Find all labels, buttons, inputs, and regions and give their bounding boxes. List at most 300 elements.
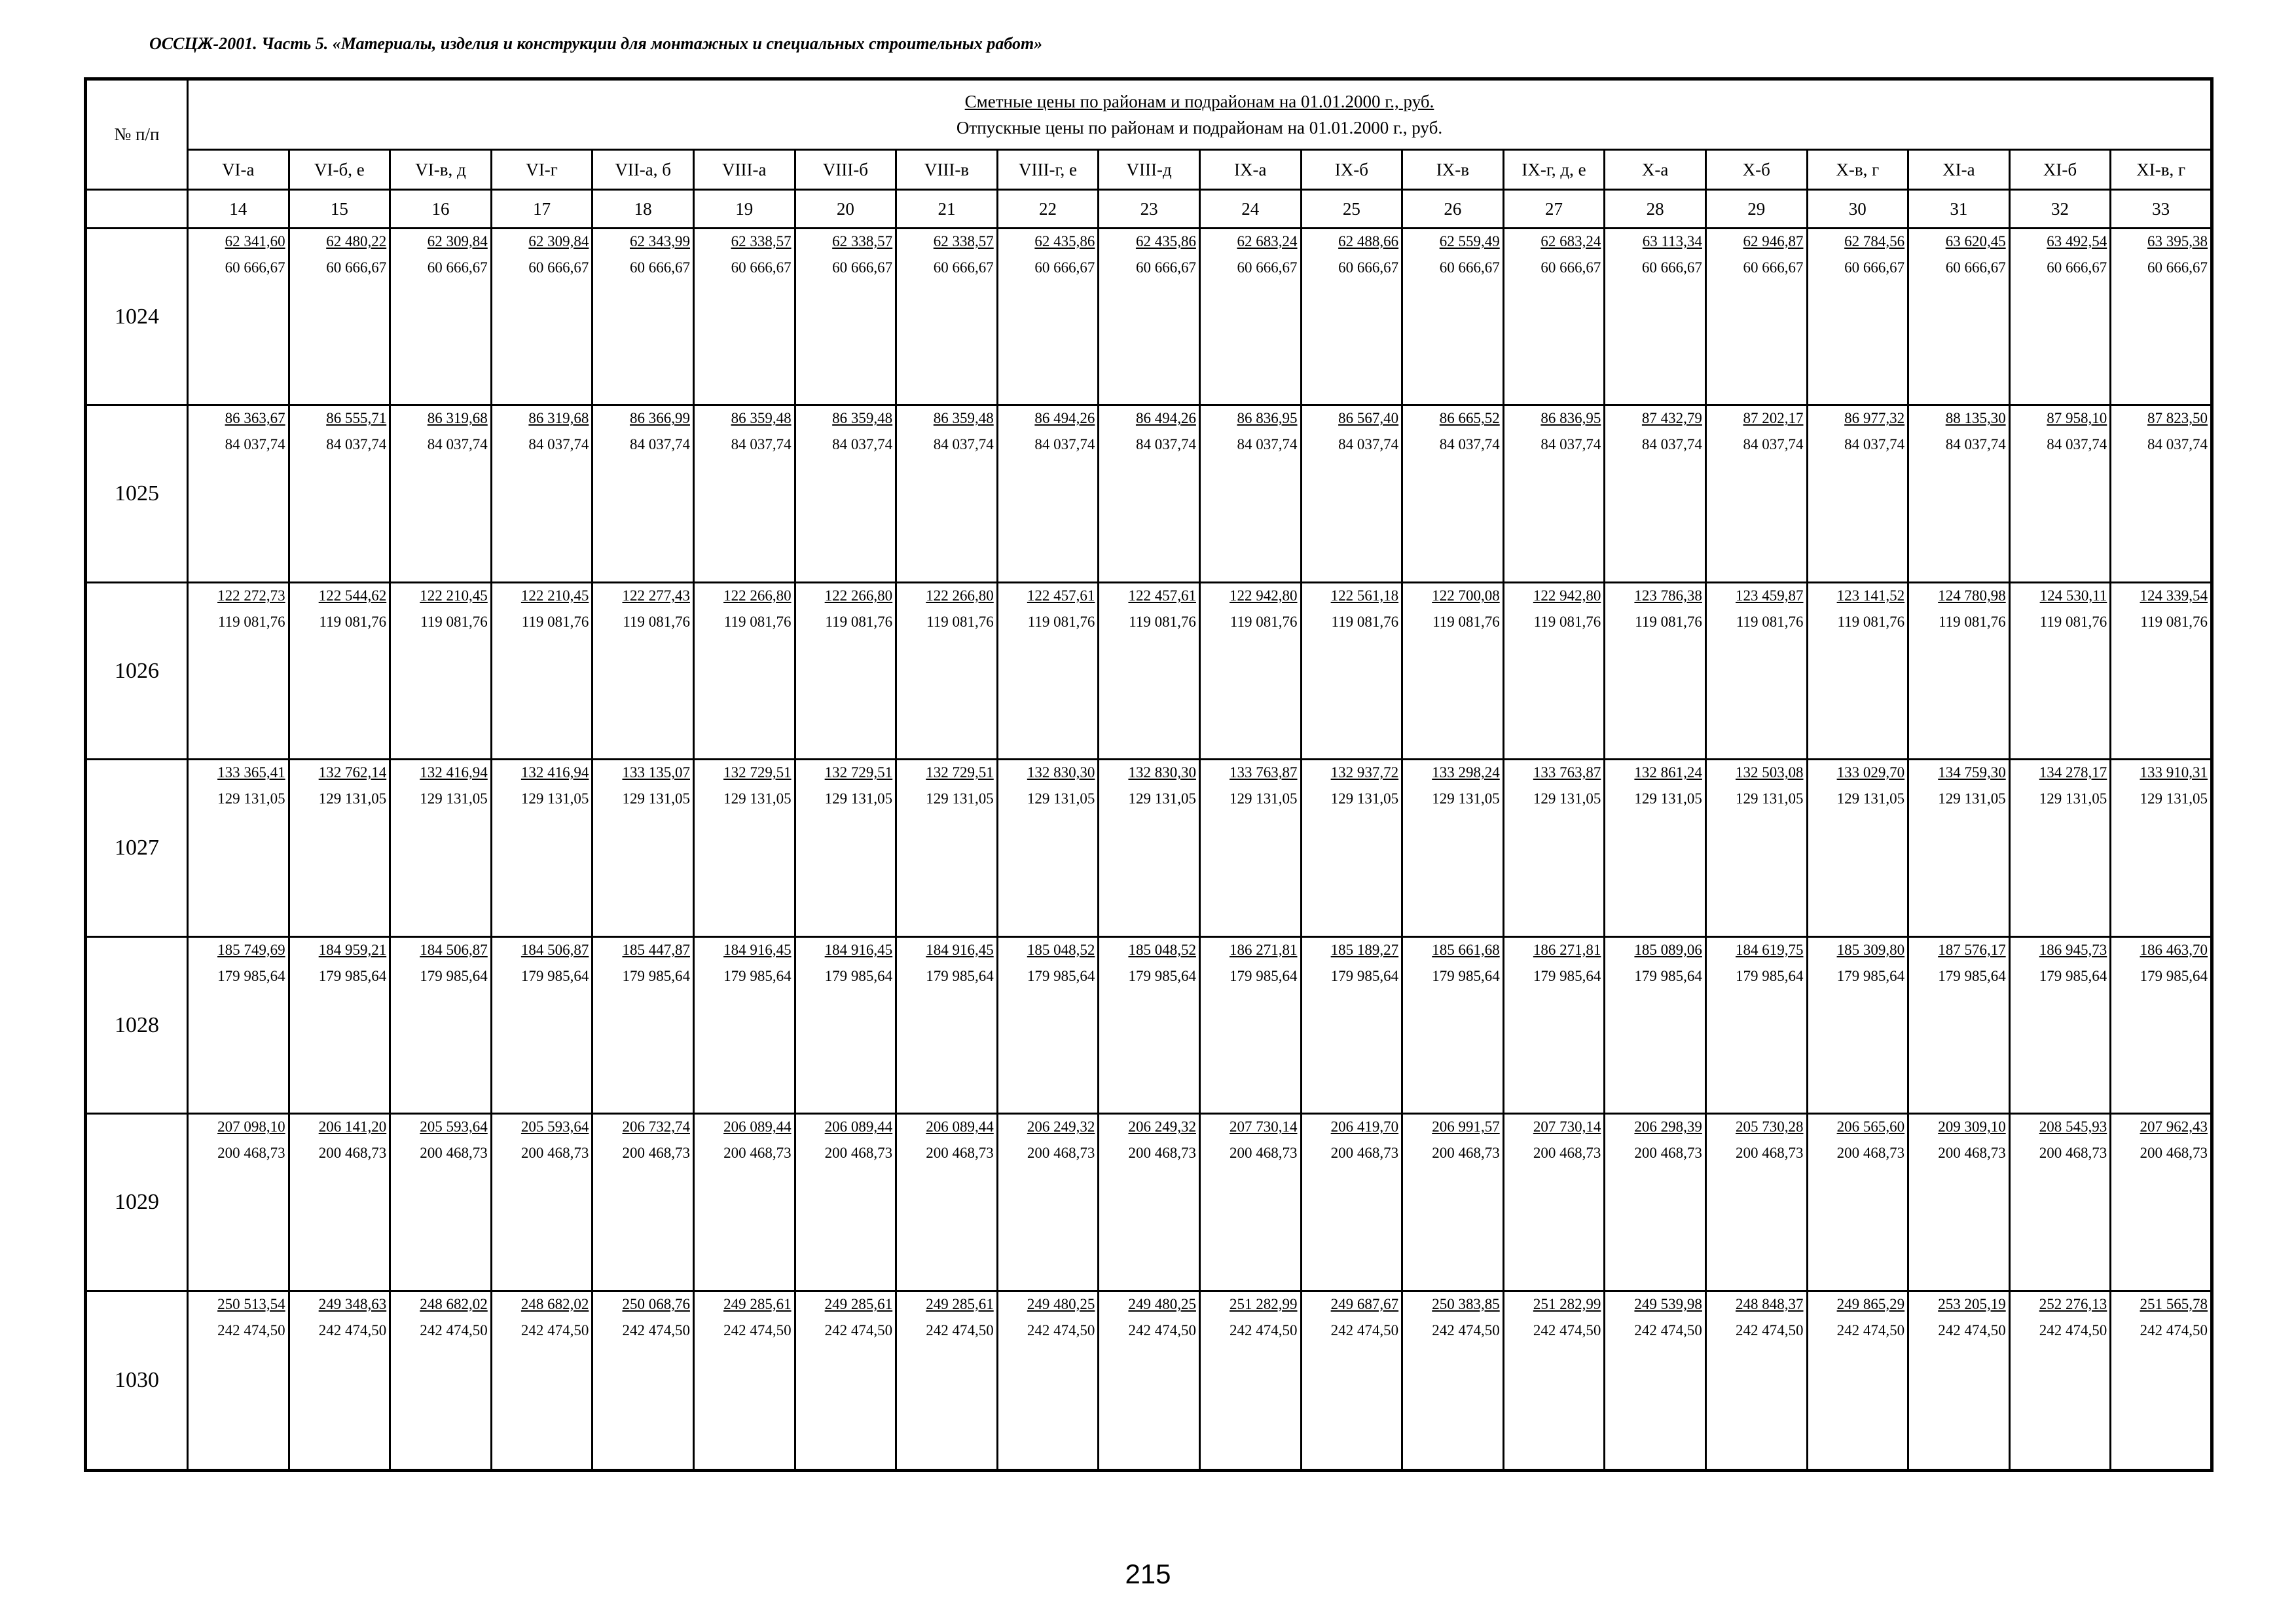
row-number: 1024	[86, 229, 188, 405]
wholesale-price: 84 037,74	[1237, 436, 1298, 453]
price-cell	[390, 936, 492, 1113]
wholesale-price: 129 131,05	[520, 790, 589, 807]
wholesale-price: 242 474,50	[1230, 1321, 1298, 1338]
column-number: 33	[2111, 190, 2212, 229]
wholesale-price: 84 037,74	[427, 436, 488, 453]
price-table	[84, 77, 2214, 1472]
wholesale-price: 179 985,64	[1836, 967, 1905, 984]
wholesale-price: 242 474,50	[1128, 1321, 1196, 1338]
estimate-price: 62 480,22	[326, 233, 387, 249]
price-cell	[1503, 582, 1605, 759]
price-cell	[1099, 1291, 1200, 1470]
wholesale-price: 119 081,76	[521, 613, 589, 630]
estimate-price: 124 780,98	[1938, 587, 2006, 604]
price-cell	[491, 1291, 592, 1470]
price-cell	[693, 1291, 795, 1470]
estimate-price: 206 141,20	[318, 1118, 387, 1135]
estimate-price: 62 683,24	[1540, 233, 1601, 249]
price-cell	[1908, 936, 2010, 1113]
wholesale-price: 60 666,67	[427, 259, 488, 276]
page-number: 215	[1125, 1559, 1171, 1589]
price-cell	[997, 405, 1099, 582]
wholesale-price: 84 037,74	[2147, 436, 2208, 453]
wholesale-price: 179 985,64	[520, 967, 589, 984]
estimate-price: 132 416,94	[420, 764, 488, 781]
wholesale-price: 119 081,76	[825, 613, 893, 630]
price-cell	[1402, 405, 1504, 582]
wholesale-price: 60 666,67	[731, 259, 792, 276]
wholesale-price: 60 666,67	[1237, 259, 1298, 276]
estimate-price: 206 089,44	[926, 1118, 994, 1135]
table-row	[86, 1291, 2212, 1470]
price-cell	[1908, 405, 2010, 582]
price-cell	[491, 760, 592, 936]
wholesale-price: 200 468,73	[1533, 1145, 1601, 1162]
estimate-price: 185 447,87	[622, 941, 690, 958]
estimate-price: 122 210,45	[520, 587, 589, 604]
estimate-price: 250 513,54	[217, 1295, 285, 1312]
estimate-price: 207 730,14	[1533, 1118, 1601, 1135]
wholesale-price: 119 081,76	[1939, 613, 2006, 630]
estimate-price: 88 135,30	[1945, 410, 2006, 427]
wholesale-price: 119 081,76	[2140, 613, 2208, 630]
estimate-price: 249 348,63	[318, 1295, 387, 1312]
wholesale-price: 129 131,05	[1027, 790, 1095, 807]
row-number: 1030	[86, 1291, 188, 1470]
price-cell	[390, 760, 492, 936]
price-cell	[896, 582, 998, 759]
estimate-price: 133 135,07	[622, 764, 690, 781]
estimate-price: 248 682,02	[520, 1295, 589, 1312]
column-number: 26	[1402, 190, 1504, 229]
price-cell	[1807, 1114, 1908, 1291]
price-cell	[896, 1114, 998, 1291]
estimate-price: 206 249,32	[1027, 1118, 1095, 1135]
region-header: XI-а	[1908, 150, 2010, 190]
estimate-price: 87 823,50	[2147, 410, 2208, 427]
estimate-price: 62 341,60	[225, 233, 285, 249]
price-cell	[2009, 229, 2111, 405]
wholesale-price: 129 131,05	[2140, 790, 2208, 807]
price-cell	[795, 1114, 896, 1291]
column-number: 18	[592, 190, 694, 229]
wholesale-price: 179 985,64	[420, 967, 488, 984]
price-cell	[1908, 1114, 2010, 1291]
price-cell	[592, 760, 694, 936]
wholesale-price: 84 037,74	[933, 436, 994, 453]
estimate-price: 133 029,70	[1836, 764, 1905, 781]
price-cell	[390, 582, 492, 759]
price-cell	[1908, 229, 2010, 405]
price-cell	[1705, 1291, 1807, 1470]
estimate-price: 122 272,73	[217, 587, 285, 604]
estimate-price: 185 661,68	[1432, 941, 1500, 958]
estimate-price: 249 285,61	[824, 1295, 893, 1312]
estimate-price: 122 942,80	[1533, 587, 1601, 604]
wholesale-price: 242 474,50	[1027, 1321, 1095, 1338]
price-cell	[2009, 1114, 2111, 1291]
wholesale-price: 200 468,73	[318, 1145, 387, 1162]
wholesale-price: 200 468,73	[520, 1145, 589, 1162]
price-cell	[997, 1114, 1099, 1291]
price-cell	[390, 1291, 492, 1470]
estimate-price: 63 492,54	[2047, 233, 2107, 249]
wholesale-price: 200 468,73	[1330, 1145, 1399, 1162]
price-cell	[592, 405, 694, 582]
price-cell	[1807, 405, 1908, 582]
estimate-price: 132 830,30	[1027, 764, 1095, 781]
wholesale-price: 60 666,67	[225, 259, 285, 276]
price-cell	[289, 582, 390, 759]
estimate-price: 123 141,52	[1836, 587, 1905, 604]
price-cell	[1503, 405, 1605, 582]
column-number: 19	[693, 190, 795, 229]
price-cell	[1402, 1291, 1504, 1470]
wholesale-price: 60 666,67	[1945, 259, 2006, 276]
row-number: 1029	[86, 1114, 188, 1291]
estimate-price: 184 619,75	[1736, 941, 1804, 958]
price-cell	[896, 1291, 998, 1470]
estimate-price: 62 683,24	[1237, 233, 1298, 249]
column-number-row	[86, 190, 2212, 229]
wholesale-price: 242 474,50	[217, 1321, 285, 1338]
price-cell	[2111, 405, 2212, 582]
price-cell	[1705, 1114, 1807, 1291]
wholesale-price: 60 666,67	[528, 259, 589, 276]
wholesale-price: 60 666,67	[1135, 259, 1196, 276]
price-cell	[1908, 760, 2010, 936]
wholesale-price: 60 666,67	[1439, 259, 1500, 276]
wholesale-price: 119 081,76	[1432, 613, 1500, 630]
table-row	[86, 229, 2212, 405]
wholesale-price: 119 081,76	[723, 613, 792, 630]
wholesale-price: 119 081,76	[1533, 613, 1601, 630]
wholesale-price: 129 131,05	[1938, 790, 2006, 807]
estimate-price: 86 319,68	[427, 410, 488, 427]
column-number: 27	[1503, 190, 1605, 229]
price-cell	[2111, 936, 2212, 1113]
estimate-price: 132 503,08	[1736, 764, 1804, 781]
price-cell	[1099, 760, 1200, 936]
estimate-price: 133 763,87	[1230, 764, 1298, 781]
wholesale-price: 119 081,76	[319, 613, 387, 630]
table-row	[86, 405, 2212, 582]
estimate-price: 62 343,99	[629, 233, 690, 249]
estimate-price: 86 363,67	[225, 410, 285, 427]
estimate-price: 122 457,61	[1027, 587, 1095, 604]
price-cell	[1503, 1114, 1605, 1291]
wholesale-price: 242 474,50	[622, 1321, 690, 1338]
price-cell	[1099, 582, 1200, 759]
price-cell	[1099, 936, 1200, 1113]
wholesale-price: 129 131,05	[318, 790, 387, 807]
estimate-price: 86 977,32	[1844, 410, 1905, 427]
estimate-price: 87 432,79	[1641, 410, 1702, 427]
column-number: 22	[997, 190, 1099, 229]
estimate-price: 62 559,49	[1439, 233, 1500, 249]
region-header: IX-б	[1301, 150, 1402, 190]
estimate-price: 124 339,54	[2140, 587, 2208, 604]
estimate-price: 86 366,99	[629, 410, 690, 427]
price-cell	[693, 1114, 795, 1291]
table-row	[86, 936, 2212, 1113]
price-cell	[1605, 760, 1706, 936]
wholesale-price: 119 081,76	[1837, 613, 1905, 630]
price-cell	[1503, 229, 1605, 405]
wholesale-price: 60 666,67	[629, 259, 690, 276]
wholesale-price: 129 131,05	[1230, 790, 1298, 807]
wholesale-price: 129 131,05	[1836, 790, 1905, 807]
column-number: 20	[795, 190, 896, 229]
estimate-price: 184 916,45	[723, 941, 792, 958]
column-number-blank	[86, 190, 188, 229]
estimate-price: 133 298,24	[1432, 764, 1500, 781]
estimate-price: 250 383,85	[1432, 1295, 1500, 1312]
wholesale-price: 129 131,05	[1634, 790, 1702, 807]
estimate-price: 185 048,52	[1128, 941, 1196, 958]
wholesale-price: 242 474,50	[824, 1321, 893, 1338]
estimate-price: 205 593,64	[420, 1118, 488, 1135]
price-cell	[1807, 582, 1908, 759]
estimate-price: 251 282,99	[1533, 1295, 1601, 1312]
estimate-price: 205 730,28	[1736, 1118, 1804, 1135]
price-cell	[795, 760, 896, 936]
wholesale-price: 84 037,74	[326, 436, 387, 453]
wholesale-price: 200 468,73	[1736, 1145, 1804, 1162]
wholesale-price: 179 985,64	[1432, 967, 1500, 984]
estimate-price: 122 210,45	[420, 587, 488, 604]
wholesale-price: 242 474,50	[1432, 1321, 1500, 1338]
region-header: IX-г, д, е	[1503, 150, 1605, 190]
price-cell	[1301, 760, 1402, 936]
estimate-price: 186 945,73	[2039, 941, 2107, 958]
estimate-price: 62 338,57	[731, 233, 792, 249]
estimate-price: 122 942,80	[1230, 587, 1298, 604]
estimate-price: 132 729,51	[723, 764, 792, 781]
estimate-price: 252 276,13	[2039, 1295, 2107, 1312]
wholesale-price: 179 985,64	[217, 967, 285, 984]
wholesale-price: 129 131,05	[1736, 790, 1804, 807]
num-header: № п/п	[86, 79, 188, 190]
estimate-price: 132 762,14	[318, 764, 387, 781]
price-cell	[1807, 229, 1908, 405]
price-cell	[1199, 1114, 1301, 1291]
estimate-price: 206 089,44	[723, 1118, 792, 1135]
price-cell	[2009, 760, 2111, 936]
wholesale-price: 129 131,05	[1432, 790, 1500, 807]
estimate-price: 122 561,18	[1330, 587, 1399, 604]
estimate-price: 62 488,66	[1338, 233, 1399, 249]
estimate-price: 249 687,67	[1330, 1295, 1399, 1312]
estimate-price: 249 865,29	[1836, 1295, 1905, 1312]
price-cell	[592, 936, 694, 1113]
wholesale-price: 179 985,64	[318, 967, 387, 984]
estimate-price: 123 459,87	[1736, 587, 1804, 604]
price-cell	[592, 1114, 694, 1291]
price-cell	[693, 582, 795, 759]
wholesale-price: 179 985,64	[2039, 967, 2107, 984]
wholesale-price: 129 131,05	[2039, 790, 2107, 807]
column-number: 15	[289, 190, 390, 229]
wholesale-price: 200 468,73	[926, 1145, 994, 1162]
price-cell	[1908, 1291, 2010, 1470]
wholesale-price: 84 037,74	[1540, 436, 1601, 453]
price-cell	[1705, 405, 1807, 582]
price-cell	[1199, 405, 1301, 582]
column-number: 14	[188, 190, 289, 229]
row-number: 1028	[86, 936, 188, 1113]
price-cell	[188, 582, 289, 759]
price-cell	[997, 760, 1099, 936]
wholesale-price: 119 081,76	[1230, 613, 1298, 630]
price-cell	[491, 582, 592, 759]
estimate-price: 248 848,37	[1736, 1295, 1804, 1312]
price-cell	[1301, 405, 1402, 582]
estimate-price: 206 089,44	[824, 1118, 893, 1135]
region-header: XI-б	[2009, 150, 2111, 190]
price-cell	[1807, 760, 1908, 936]
price-cell	[693, 229, 795, 405]
wholesale-price: 60 666,67	[1034, 259, 1095, 276]
estimate-price: 186 271,81	[1533, 941, 1601, 958]
wholesale-price: 242 474,50	[2140, 1321, 2208, 1338]
estimate-price: 133 365,41	[217, 764, 285, 781]
estimate-price: 184 916,45	[824, 941, 893, 958]
wholesale-price: 119 081,76	[1129, 613, 1196, 630]
region-header: VI-б, е	[289, 150, 390, 190]
wholesale-price: 179 985,64	[723, 967, 792, 984]
price-cell	[1301, 229, 1402, 405]
wholesale-price: 200 468,73	[217, 1145, 285, 1162]
wholesale-price: 242 474,50	[1938, 1321, 2006, 1338]
price-cell	[1705, 582, 1807, 759]
wholesale-price: 200 468,73	[824, 1145, 893, 1162]
estimate-price: 206 249,32	[1128, 1118, 1196, 1135]
price-cell	[1099, 1114, 1200, 1291]
price-cell	[997, 229, 1099, 405]
wholesale-price: 200 468,73	[1836, 1145, 1905, 1162]
estimate-price: 122 544,62	[318, 587, 387, 604]
price-cell	[1402, 1114, 1504, 1291]
estimate-price: 122 266,80	[926, 587, 994, 604]
banner-line-estimate: Сметные цены по районам и подрайонам на 01.01.2000 г., руб.	[964, 92, 1434, 111]
wholesale-price: 84 037,74	[1743, 436, 1804, 453]
wholesale-price: 84 037,74	[528, 436, 589, 453]
estimate-price: 185 189,27	[1330, 941, 1399, 958]
document-header: ОССЦЖ-2001. Часть 5. «Материалы, изделия и конструкции для монтажных и специальных строительных работ»	[149, 34, 1043, 53]
region-header: VIII-а	[693, 150, 795, 190]
wholesale-price: 179 985,64	[1128, 967, 1196, 984]
wholesale-price: 119 081,76	[623, 613, 690, 630]
price-cell	[1605, 405, 1706, 582]
wholesale-price: 200 468,73	[1634, 1145, 1702, 1162]
estimate-price: 249 539,98	[1634, 1295, 1702, 1312]
price-cell	[896, 405, 998, 582]
estimate-price: 207 730,14	[1230, 1118, 1298, 1135]
wholesale-price: 60 666,67	[1540, 259, 1601, 276]
estimate-price: 86 836,95	[1237, 410, 1298, 427]
column-number: 17	[491, 190, 592, 229]
wholesale-price: 119 081,76	[1027, 613, 1095, 630]
price-cell	[592, 582, 694, 759]
estimate-price: 185 089,06	[1634, 941, 1702, 958]
price-cell	[795, 229, 896, 405]
region-header: IX-а	[1199, 150, 1301, 190]
price-banner	[188, 79, 2212, 150]
estimate-price: 132 830,30	[1128, 764, 1196, 781]
estimate-price: 206 419,70	[1330, 1118, 1399, 1135]
estimate-price: 62 309,84	[427, 233, 488, 249]
estimate-price: 209 309,10	[1938, 1118, 2006, 1135]
price-cell	[390, 229, 492, 405]
price-cell	[1705, 229, 1807, 405]
wholesale-price: 179 985,64	[824, 967, 893, 984]
wholesale-price: 200 468,73	[2140, 1145, 2208, 1162]
estimate-price: 249 285,61	[926, 1295, 994, 1312]
price-cell	[1199, 760, 1301, 936]
estimate-price: 86 494,26	[1034, 410, 1095, 427]
column-number: 28	[1605, 190, 1706, 229]
wholesale-price: 84 037,74	[731, 436, 792, 453]
estimate-price: 62 435,86	[1135, 233, 1196, 249]
column-number: 31	[1908, 190, 2010, 229]
estimate-price: 87 958,10	[2047, 410, 2107, 427]
estimate-price: 122 277,43	[622, 587, 690, 604]
price-cell	[693, 936, 795, 1113]
estimate-price: 122 266,80	[723, 587, 792, 604]
price-cell	[2111, 1114, 2212, 1291]
wholesale-price: 179 985,64	[1634, 967, 1702, 984]
wholesale-price: 200 468,73	[1432, 1145, 1500, 1162]
wholesale-price: 119 081,76	[420, 613, 488, 630]
wholesale-price: 200 468,73	[1230, 1145, 1298, 1162]
estimate-price: 86 494,26	[1135, 410, 1196, 427]
wholesale-price: 60 666,67	[1743, 259, 1804, 276]
wholesale-price: 84 037,74	[832, 436, 893, 453]
price-cell	[1199, 229, 1301, 405]
region-header: IX-в	[1402, 150, 1504, 190]
wholesale-price: 84 037,74	[1641, 436, 1702, 453]
estimate-price: 62 338,57	[933, 233, 994, 249]
estimate-price: 248 682,02	[420, 1295, 488, 1312]
price-cell	[1402, 582, 1504, 759]
wholesale-price: 119 081,76	[926, 613, 994, 630]
price-cell	[1503, 936, 1605, 1113]
estimate-price: 185 048,52	[1027, 941, 1095, 958]
table-row	[86, 1114, 2212, 1291]
estimate-price: 132 937,72	[1330, 764, 1399, 781]
price-cell	[896, 936, 998, 1113]
estimate-price: 62 946,87	[1743, 233, 1804, 249]
price-cell	[1705, 760, 1807, 936]
estimate-price: 63 620,45	[1945, 233, 2006, 249]
price-cell	[289, 760, 390, 936]
wholesale-price: 129 131,05	[723, 790, 792, 807]
wholesale-price: 200 468,73	[723, 1145, 792, 1162]
price-cell	[491, 229, 592, 405]
column-number: 21	[896, 190, 998, 229]
estimate-price: 186 271,81	[1230, 941, 1298, 958]
estimate-price: 87 202,17	[1743, 410, 1804, 427]
price-cell	[1199, 936, 1301, 1113]
wholesale-price: 200 468,73	[1938, 1145, 2006, 1162]
column-number: 24	[1199, 190, 1301, 229]
estimate-price: 249 285,61	[723, 1295, 792, 1312]
price-cell	[997, 936, 1099, 1113]
wholesale-price: 200 468,73	[2039, 1145, 2107, 1162]
region-header: VIII-г, е	[997, 150, 1099, 190]
price-cell	[390, 1114, 492, 1291]
